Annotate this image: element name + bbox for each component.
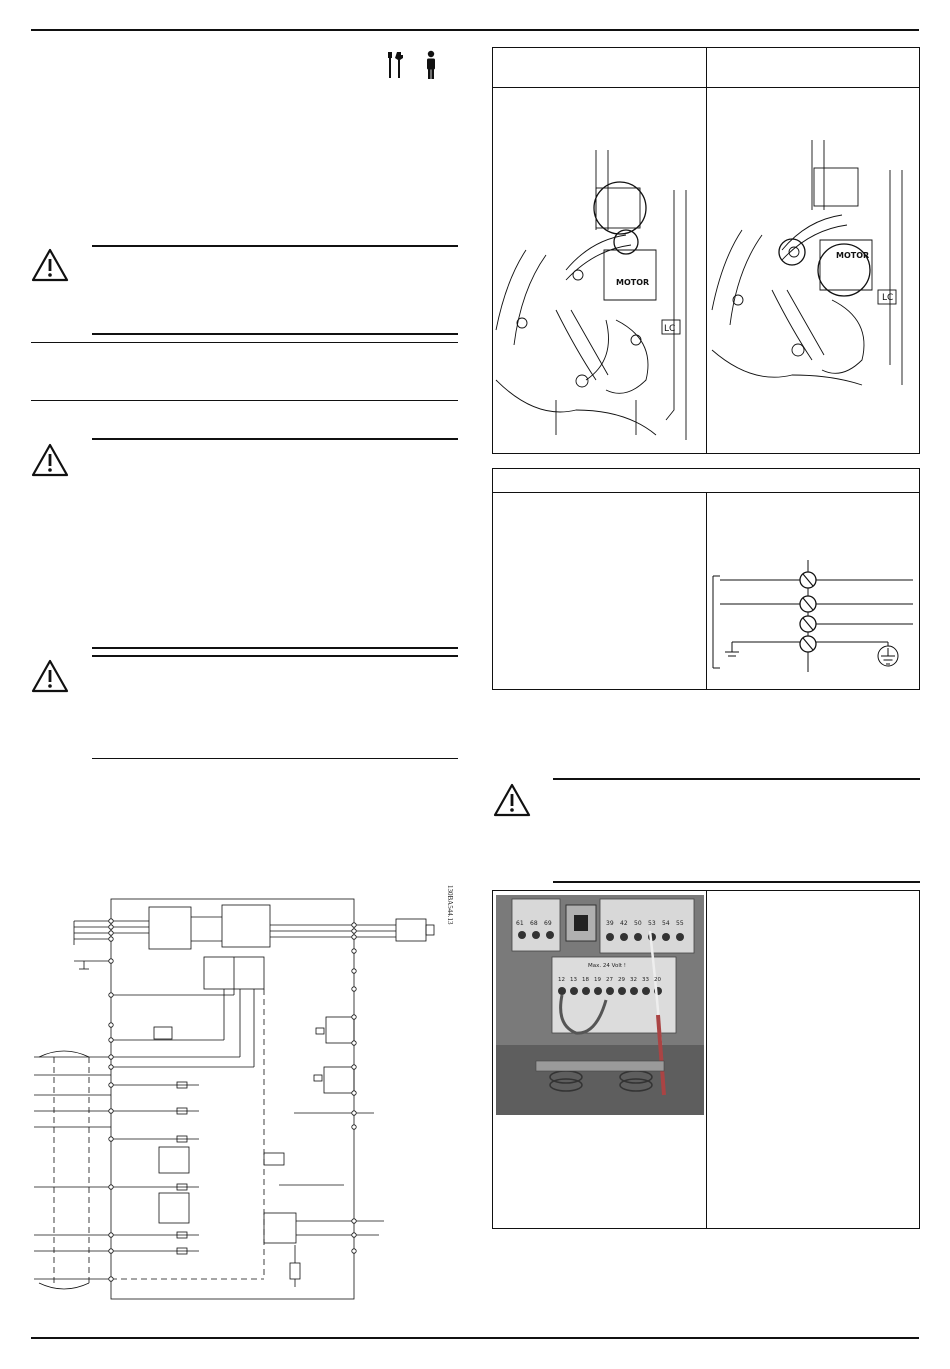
photo-terminal-29: 29 [618, 977, 625, 983]
photo-max-volt-label: Max. 24 Volt ! [588, 963, 626, 969]
photo-terminal-54: 54 [662, 920, 670, 927]
motor-label: MOTOR [836, 251, 870, 260]
photo-terminal-68: 68 [530, 920, 538, 927]
photo-terminal-13: 13 [570, 977, 577, 983]
photo-terminal-39: 39 [606, 920, 614, 927]
person-icon [424, 50, 438, 80]
warning-icon [493, 783, 531, 817]
lc-label: LC [664, 324, 676, 334]
photo-terminal-55: 55 [676, 920, 684, 927]
diagram-code: 130BA544.13 [446, 885, 454, 925]
footer-rule [31, 1337, 919, 1339]
photo-terminal-18: 18 [582, 977, 589, 983]
warning-icon [31, 443, 69, 477]
table-divider [706, 492, 707, 690]
control-terminal-photo [496, 895, 704, 1115]
tools-icon [385, 50, 407, 80]
warning-top-rule [553, 778, 920, 780]
warning-bottom-rule [92, 333, 458, 335]
motor-cable-drawing-right [712, 140, 916, 388]
photo-terminal-27: 27 [606, 977, 613, 983]
table-divider [706, 47, 707, 454]
table-divider [706, 890, 707, 1229]
earth-terminal-diagram [708, 560, 914, 672]
header-rule [31, 29, 919, 31]
lc-label: LC [882, 293, 894, 303]
warning-top-rule [92, 438, 458, 440]
photo-terminal-20: 20 [654, 977, 661, 983]
photo-terminal-61: 61 [516, 920, 524, 927]
photo-terminal-12: 12 [558, 977, 565, 983]
warning-bottom-rule [553, 881, 920, 883]
motor-cable-drawing-left [496, 150, 702, 442]
photo-terminal-42: 42 [620, 920, 628, 927]
photo-terminal-50: 50 [634, 920, 642, 927]
warning-top-rule [92, 655, 458, 657]
warning-icon [31, 248, 69, 282]
warning-top-rule [92, 245, 458, 247]
photo-terminal-32: 32 [630, 977, 637, 983]
section-rule [31, 342, 458, 343]
photo-terminal-33: 33 [642, 977, 649, 983]
warning-icon [31, 659, 69, 693]
warning-bottom-rule [92, 647, 458, 649]
photo-terminal-53: 53 [648, 920, 656, 927]
section-rule [31, 400, 458, 401]
motor-label: MOTOR [616, 278, 650, 287]
photo-terminal-69: 69 [544, 920, 552, 927]
wiring-schematic [34, 895, 444, 1305]
warning-bottom-rule [92, 758, 458, 759]
photo-terminal-19: 19 [594, 977, 601, 983]
